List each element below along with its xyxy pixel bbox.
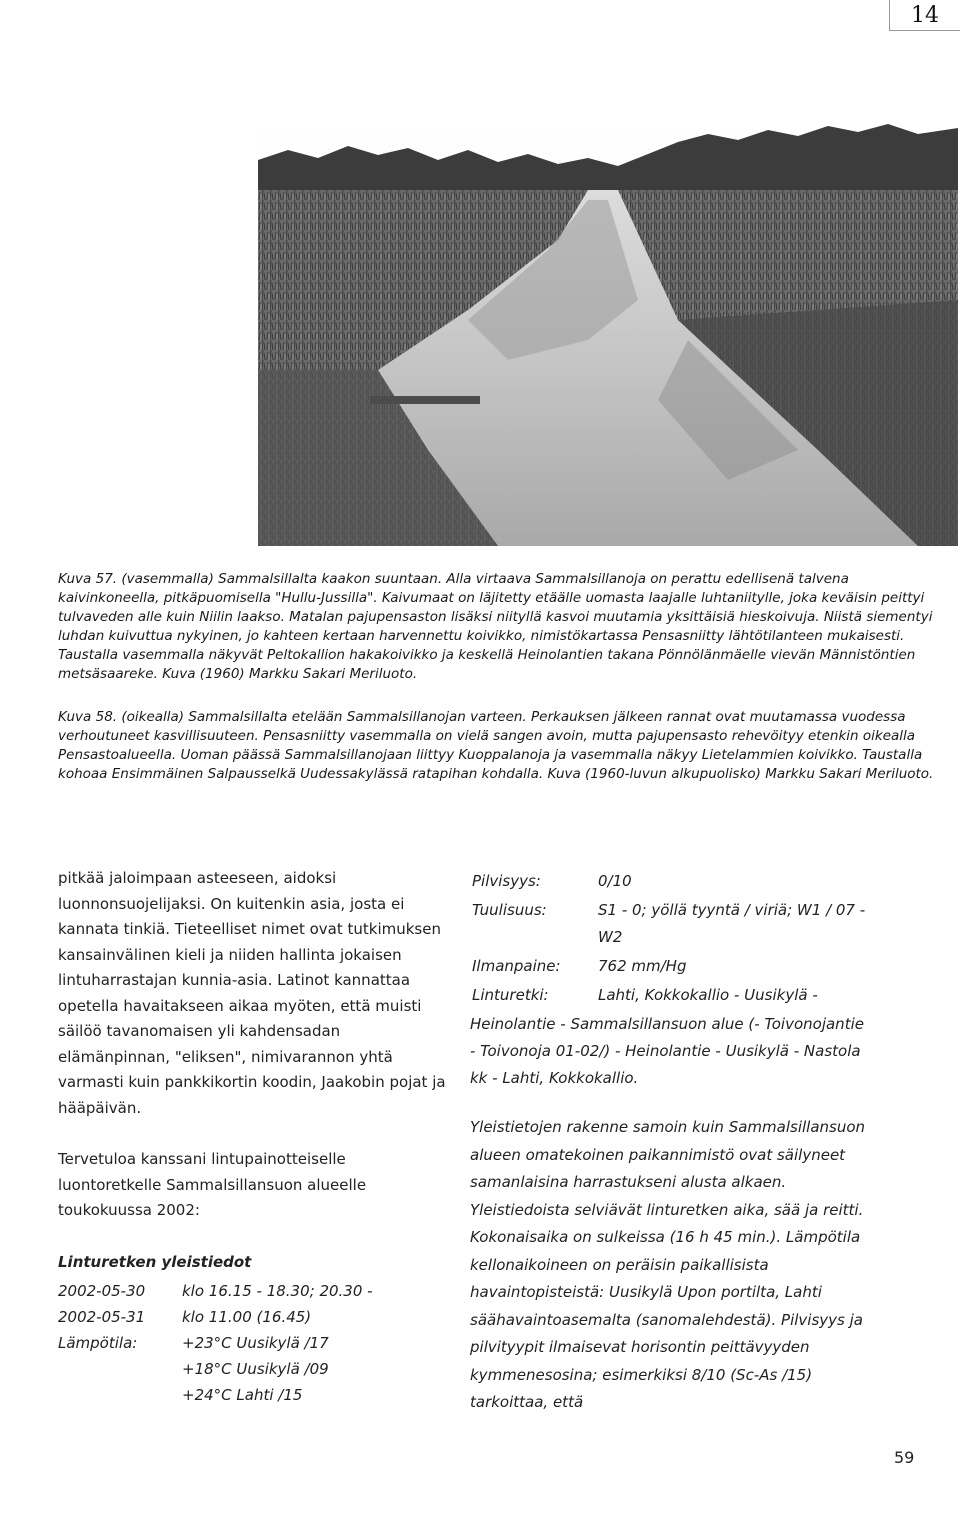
weather-value: S1 - 0; yöllä tyyntä / viriä; W1 / 07 - W2	[598, 901, 866, 946]
weather-row	[472, 982, 868, 1009]
weather-row	[472, 868, 868, 895]
info-row	[58, 1330, 373, 1356]
weather-key: Linturetki:	[472, 986, 549, 1004]
weather-row	[472, 897, 868, 951]
info-value: klo 11.00 (16.45)	[182, 1308, 312, 1326]
canal-photo	[258, 120, 958, 546]
caption-kuva-57: Kuva 57. (vasemmalla) Sammalsillalta kaakon suuntaan. Alla virtaava Sammalsillanoja on perattu edellisenä talvena kaivinkoneella, pitkäpuomisella "Hullu-Jussilla". Kaivumaat on läjitetty etäälle uomasta laajalle luhtaniitylle, joka keväisin peittyi tulvaveden alle kuin Niilin laakso. Matalan pajupensaston lisäksi niityllä kasvoi muutamia yksittäisiä hieskoivuja. Niistä siementyi luhdan kuivuttua nykyinen, jo kahteen kertaan harvennettu koivikko, nimistökartassa Pensasniitty lähtötilanteen mukaisesti. Taustalla vasemmalla näkyvät Peltokallion hakakoivikko ja keskellä Heinolantien takana Pönnölänmäelle vievän Männistöntien metsäsaareke. Kuva (1960) Markku Sakari Meriluoto.	[58, 571, 933, 682]
left-column	[58, 866, 448, 1408]
info-key	[58, 1382, 182, 1408]
info-value: +24°C Lahti /15	[182, 1386, 303, 1404]
right-column	[470, 866, 870, 1417]
info-key: 2002-05-30	[58, 1282, 146, 1300]
weather-value: 762 mm/Hg	[598, 957, 687, 975]
info-heading: Linturetken yleistiedot	[58, 1252, 252, 1271]
info-row	[58, 1356, 373, 1382]
weather-key: Pilvisyys:	[472, 872, 541, 890]
weather-key: Tuulisuus:	[472, 901, 547, 919]
info-row	[58, 1278, 373, 1304]
weather-table	[470, 866, 870, 1011]
body-paragraph-right: Yleistietojen rakenne samoin kuin Sammalsillansuon alueen omatekoinen paikannimistö ovat säilyneet samanlaisina harrastukseni alusta alkaen. Yleistiedoista selviävät linturetken aika, sää ja reitti. Kokonaisaika on sulkeissa (16 h 45 min.). Lämpötila kellonaikoineen on peräisin paikallisista havaintopisteistä: Uusikylä Upon portilta, Lahti säähavaintoasemalta (sanomalehdestä). Pilvisyys ja pilvityypit ilmaisevat horisontin peittävyyden kymmenesosina; esimerkiksi 8/10 (Sc-As /15) tarkoittaa, että	[470, 1118, 866, 1411]
page-number-top: 14	[889, 0, 960, 31]
weather-key: Ilmanpaine:	[472, 957, 561, 975]
info-key: 2002-05-31	[58, 1308, 146, 1326]
photo-captions	[58, 570, 948, 808]
weather-value: Lahti, Kokkokallio - Uusikylä -	[598, 986, 818, 1004]
info-value: +23°C Uusikylä /17	[182, 1334, 329, 1352]
body-paragraph-2: Tervetuloa kanssani lintupainotteiselle luontoretkelle Sammalsillansuon alueelle toukokuussa 2002:	[58, 1150, 367, 1219]
info-key: Lämpötila:	[58, 1334, 138, 1352]
info-value: klo 16.15 - 18.30; 20.30 -	[182, 1282, 373, 1300]
info-value: +18°C Uusikylä /09	[182, 1360, 329, 1378]
info-key	[58, 1356, 182, 1382]
info-table	[58, 1278, 373, 1408]
route-continuation: Heinolantie - Sammalsillansuon alue (- Toivonojantie - Toivonoja 01-02/) - Heinolantie - Uusikylä - Nastola kk - Lahti, Kokkokallio.	[470, 1015, 864, 1087]
weather-value: 0/10	[598, 872, 632, 890]
info-row	[58, 1304, 373, 1330]
caption-kuva-58: Kuva 58. (oikealla) Sammalsillalta etelään Sammalsillanojan varteen. Perkauksen jälkeen rannat ovat muutamassa vuodessa verhoutuneet kasvillisuuteen. Pensasniitty vasemmalla on vielä sangen avoin, mutta pajupensasto rehevöityy etenkin oikealla Pensastoalueella. Uoman päässä Sammalsillanojaan liittyy Kuoppalanoja ja vasemmalla näkyy Lietelammien koivikko. Taustalla kohoaa Ensimmäinen Salpausselkä Uudessakylässä ratapihan kohdalla. Kuva (1960-luvun alkupuolisko) Markku Sakari Meriluoto.	[58, 709, 934, 782]
page-number-bottom: 59	[894, 1448, 915, 1467]
body-paragraph-1: pitkää jaloimpaan asteeseen, aidoksi luonnonsuojelijaksi. On kuitenkin asia, josta ei kannata tinkiä. Tieteelliset nimet ovat tutkimuksen kansainvälinen kieli ja niiden hallinta jokaisen lintuharrastajan kunnia-asia. Latinot kannattaa opetella havaitakseen aikaa myöten, että muisti säilöö tavanomaisen yli kahdensadan elämänpinnan, "eliksen", nimivarannon yhtä varmasti kuin pankkikortin koodin, Jaakobin pojat ja hääpäivän.	[58, 869, 446, 1117]
canal-photo-image	[258, 120, 958, 546]
info-row	[58, 1382, 373, 1408]
weather-row	[472, 953, 868, 980]
